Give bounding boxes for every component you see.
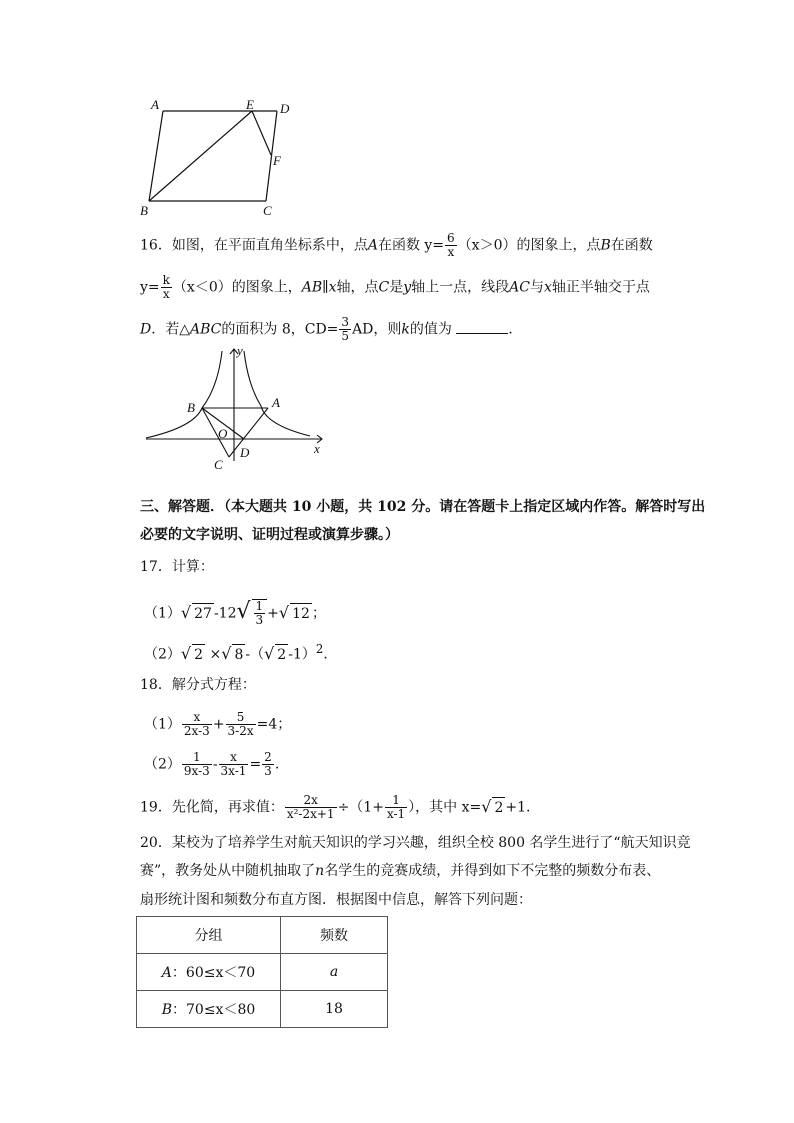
text: 在函数	[610, 237, 653, 254]
segment-ab	[149, 111, 163, 201]
fraction: $\frac{x}{2x-3}$	[183, 710, 210, 738]
text: 赛”，教务处从中随机抽取了	[140, 863, 316, 879]
curve-negative	[146, 351, 222, 438]
text: ；	[311, 605, 326, 622]
coordinate-figure	[136, 343, 336, 473]
text: AD，则	[352, 321, 402, 338]
label-f: F	[273, 153, 281, 168]
group-cell: B：70≤x＜80	[137, 991, 281, 1028]
text: 在函数 y=	[377, 237, 445, 254]
label-b: B	[187, 400, 195, 415]
sqrt-sign: √	[236, 598, 251, 624]
question-title: 17．计算：	[140, 559, 214, 575]
segment-be	[149, 111, 252, 201]
exponent: 2	[315, 642, 324, 656]
question-title: 18．解分式方程：	[140, 677, 256, 693]
text: +	[267, 605, 279, 622]
segment-ac: AC	[509, 279, 530, 296]
part-label: （1）	[144, 605, 181, 622]
text: y=	[140, 279, 160, 296]
question-number: 16．	[140, 237, 172, 254]
segment-ab: AB	[301, 279, 323, 296]
part-label: （2）	[144, 756, 181, 773]
triangle-abc: ABC	[190, 321, 222, 338]
text: -1）	[288, 646, 316, 663]
text: 轴，点	[336, 279, 379, 296]
sqrt-sign: √	[264, 643, 275, 663]
radicand-fraction: $\frac{1}{3}$	[252, 599, 268, 627]
frequency-cell: 18	[281, 991, 388, 1028]
label-d: D	[240, 445, 250, 460]
point-d: D	[140, 321, 152, 338]
question-16	[140, 232, 700, 342]
text: =4；	[256, 716, 292, 733]
fraction: $\frac{1}{x-1}$	[386, 793, 406, 821]
label-a: A	[272, 395, 280, 410]
label-d: D	[280, 101, 290, 116]
sqrt-sign: √	[180, 602, 192, 622]
curve-positive	[244, 351, 310, 436]
fraction: $\frac{x}{3x-1}$	[220, 750, 247, 778]
section-3-header	[140, 497, 706, 547]
text: 是	[389, 279, 404, 296]
radicand: 2	[492, 797, 505, 818]
text: 轴正半轴交于点	[551, 279, 650, 296]
sqrt-sign: √	[481, 796, 492, 816]
fraction: $\frac{1}{9x-3}$	[183, 750, 210, 778]
text: （x＜0）的图象上，	[172, 279, 302, 296]
part-label: （2）	[144, 646, 181, 663]
text: +	[212, 716, 225, 733]
point-b: B	[600, 237, 611, 254]
text: 19．先化简，再求值：	[140, 799, 284, 816]
text: =	[249, 756, 262, 773]
text: 名学生的竞赛成绩，并得到如下不完整的频数分布表、	[324, 863, 661, 879]
text: 如图，在平面直角坐标系中，点	[171, 237, 368, 254]
question-18	[140, 675, 700, 778]
parallelogram-figure	[140, 95, 300, 225]
text: -（	[245, 646, 265, 663]
group-cell: A：60≤x＜70	[137, 954, 281, 991]
question-line-3: 扇形统计图和频数分布直方图．根据图中信息，解答下列问题：	[140, 892, 532, 908]
text: .	[274, 756, 280, 773]
label-x: x	[314, 441, 320, 456]
fraction: $\frac{2x}{\text{x²-2x+1}}$	[286, 793, 335, 821]
label-a: A	[151, 97, 159, 112]
fraction: $\frac{2}{3}$	[264, 750, 272, 778]
point-a: A	[367, 237, 378, 254]
text: ），其中 x=	[408, 799, 482, 816]
radicand: 2	[192, 644, 205, 665]
fraction-3-5: $\frac{3}{5}$	[341, 315, 350, 343]
text: ．若△	[151, 321, 191, 338]
text: 的值为	[409, 321, 452, 338]
table-header-row	[137, 917, 388, 954]
radicand: 27	[192, 603, 214, 624]
radicand: 12	[290, 603, 312, 624]
text: （x＞0）的图象上，点	[457, 237, 601, 254]
frequency-cell: a	[281, 954, 388, 991]
sqrt-sign: √	[278, 602, 290, 622]
question-20	[140, 833, 700, 913]
frequency-table	[136, 916, 388, 1028]
text: -12	[213, 605, 237, 622]
segment-ef	[252, 111, 271, 155]
answer-blank[interactable]	[456, 319, 508, 334]
text: -	[212, 756, 218, 773]
sqrt-sign: √	[221, 643, 232, 663]
fraction: $\frac{5}{3-2x}$	[227, 710, 254, 738]
text: ÷（1+	[337, 799, 384, 816]
sqrt-sign: √	[180, 643, 192, 663]
section-3-line-1: 三、解答题．（本大题共 10 小题，共 102 分。请在答题卡上指定区域内作答。解答时写出	[140, 499, 706, 515]
table-row	[137, 954, 388, 991]
var-x: x	[543, 279, 552, 296]
text: +1.	[505, 799, 531, 816]
text: ．	[508, 321, 523, 338]
text: .	[323, 646, 328, 663]
question-19	[140, 794, 700, 824]
label-y: y	[237, 343, 243, 358]
var-y: y	[403, 279, 412, 296]
var-k: k	[401, 321, 410, 338]
question-17	[140, 557, 700, 667]
question-line-1: 20．某校为了培养学生对航天知识的学习兴趣，组织全校 800 名学生进行了“航天知识竞	[140, 835, 691, 851]
radicand: 2	[275, 644, 288, 665]
table-row	[137, 991, 388, 1028]
section-3-line-2: 必要的文字说明、证明过程或演算步骤。）	[140, 527, 399, 543]
fraction-k-x: $\frac{k}{x}$	[162, 273, 170, 301]
part-label: （1）	[144, 716, 181, 733]
text: 的面积为 8，CD=	[221, 321, 339, 338]
label-c: C	[214, 457, 223, 472]
header-group: 分组	[137, 917, 281, 954]
point-c: C	[378, 279, 390, 296]
label-o: O	[218, 426, 228, 441]
var-n: n	[315, 863, 325, 879]
fraction-6-x: $\frac{6}{x}$	[447, 231, 455, 259]
text: 与	[529, 279, 544, 296]
text: 轴上一点，线段	[411, 279, 510, 296]
label-c: C	[263, 203, 272, 218]
label-b: B	[140, 203, 148, 218]
radicand: 8	[232, 644, 245, 665]
text: ×	[209, 646, 222, 663]
text: ∥	[322, 279, 329, 296]
var-x: x	[328, 279, 337, 296]
label-e: E	[246, 97, 254, 112]
header-frequency: 频数	[281, 917, 388, 954]
